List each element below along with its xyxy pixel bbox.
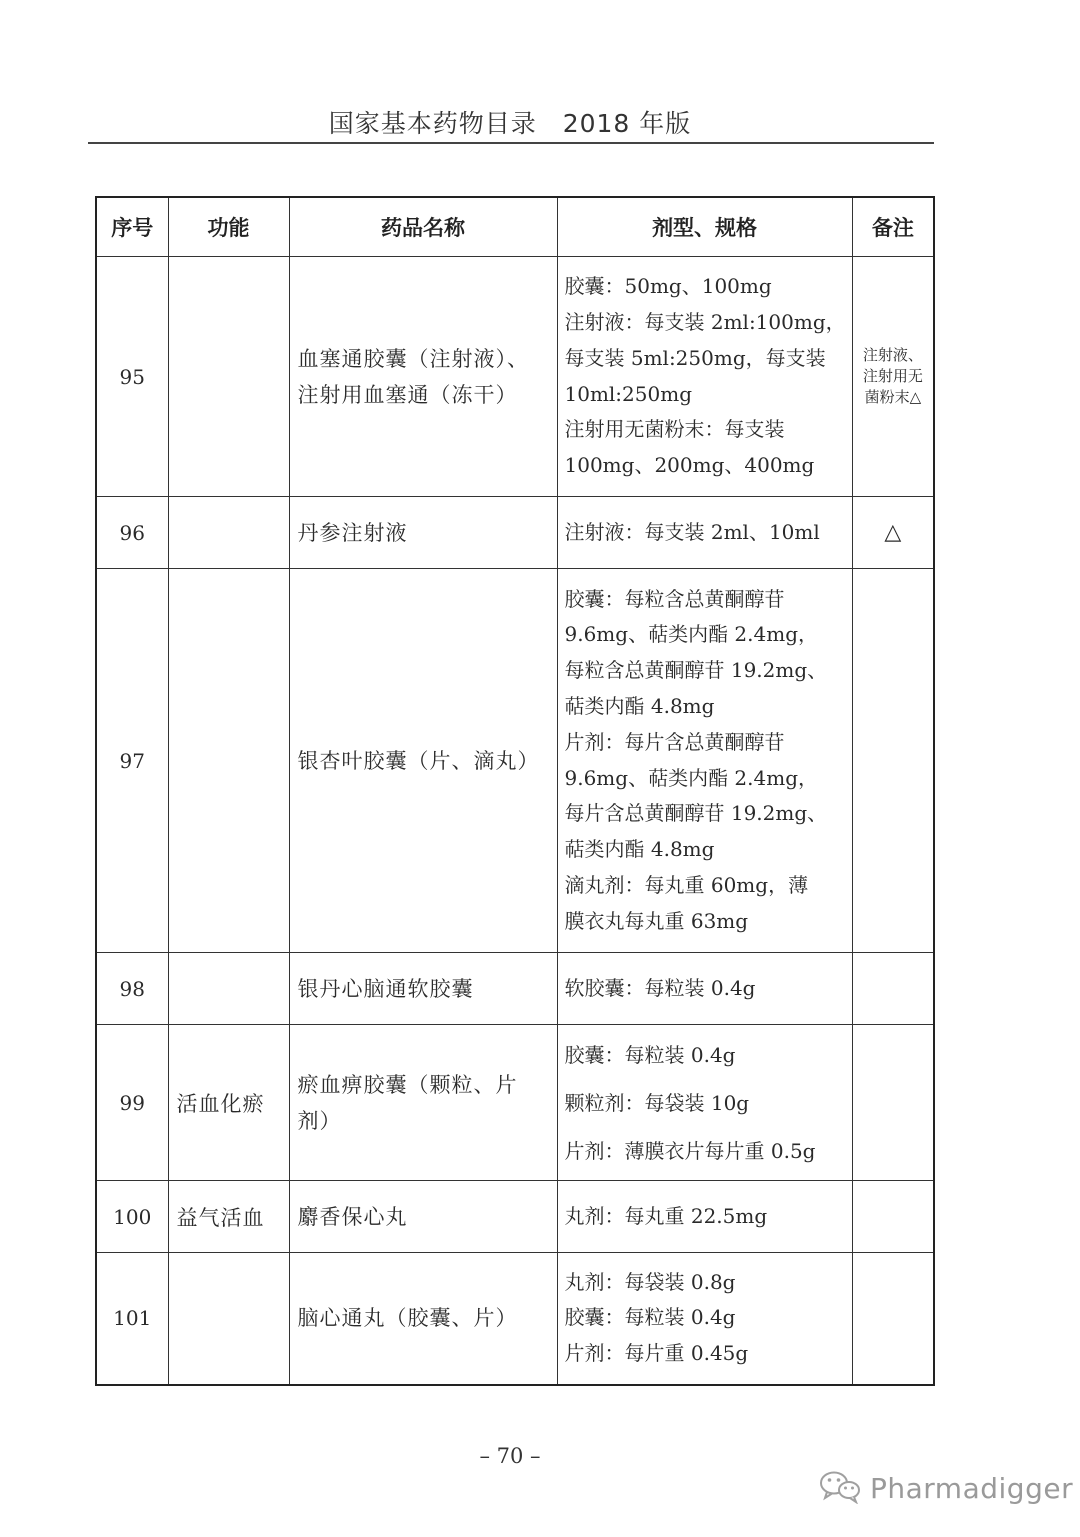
note-line: 注射液、 <box>862 346 923 364</box>
drug-name-cell <box>289 569 557 953</box>
spec-line: 软胶囊：每粒装 0.4g <box>564 975 756 1000</box>
function-cell: 活血化瘀 <box>168 1025 289 1181</box>
table-row <box>96 1025 934 1181</box>
spec-line: 每粒含总黄酮醇苷 19.2mg、 <box>564 658 828 683</box>
note-cell <box>852 569 934 953</box>
spec-line: 片剂：每片重 0.45g <box>564 1341 749 1366</box>
function-cell <box>168 569 289 953</box>
drug-name-line: 丹参注射液 <box>297 520 408 545</box>
seq-cell: 101 <box>96 1253 168 1385</box>
drug-name-line: 剂） <box>297 1108 342 1133</box>
drug-name-cell <box>289 953 557 1025</box>
spec-line: 片剂：薄膜衣片每片重 0.5g <box>564 1138 816 1163</box>
drug-name-line: 瘀血痹胶囊（颗粒、片 <box>297 1072 518 1097</box>
drug-name-line: 血塞通胶囊（注射液）、 <box>297 346 529 371</box>
spec-line: 胶囊：50mg、100mg <box>564 274 772 299</box>
drug-name-cell <box>289 497 557 569</box>
spec-line: 每片含总黄酮醇苷 19.2mg、 <box>564 801 828 826</box>
spec-line: 颗粒剂：每袋装 10g <box>564 1090 750 1115</box>
page-header-title: 国家基本药物目录 2018 年版 <box>328 109 692 138</box>
dosage-spec-cell <box>557 497 852 569</box>
note-line: 菌粉末△ <box>864 388 922 406</box>
note-cell <box>852 1025 934 1181</box>
spec-line: 100mg、200mg、400mg <box>564 453 815 478</box>
wechat-icon <box>818 1468 862 1508</box>
spec-line: 萜类内酯 4.8mg <box>564 837 715 862</box>
column-header-dosage-spec: 剂型、规格 <box>557 197 852 257</box>
table-row <box>96 1181 934 1253</box>
spec-line: 注射液：每支装 2ml、10ml <box>564 519 820 544</box>
spec-line: 膜衣丸每丸重 63mg <box>564 908 749 933</box>
table-row <box>96 569 934 953</box>
spec-line: 注射用无菌粉末：每支装 <box>564 417 785 442</box>
dosage-spec-cell <box>557 257 852 497</box>
drug-table <box>95 196 935 1386</box>
spec-line: 萜类内酯 4.8mg <box>564 693 715 718</box>
spec-line: 胶囊：每粒装 0.4g <box>564 1042 736 1067</box>
drug-name-cell <box>289 1025 557 1181</box>
column-header-drug-name: 药品名称 <box>289 197 557 257</box>
spec-line: 胶囊：每粒装 0.4g <box>564 1305 736 1330</box>
dosage-spec-cell <box>557 1253 852 1385</box>
spec-line: 丸剂：每丸重 22.5mg <box>564 1203 768 1228</box>
column-header-seq: 序号 <box>96 197 168 257</box>
spec-line: 片剂：每片含总黄酮醇苷 <box>564 729 785 754</box>
function-cell <box>168 953 289 1025</box>
function-cell <box>168 497 289 569</box>
spec-line: 丸剂：每袋装 0.8g <box>564 1269 736 1294</box>
note-cell <box>852 953 934 1025</box>
drug-name-line: 麝香保心丸 <box>297 1204 408 1229</box>
spec-line: 每支装 5ml:250mg，每支装 <box>564 345 826 370</box>
drug-name-line: 银丹心脑通软胶囊 <box>297 976 474 1001</box>
drug-name-line: 银杏叶胶囊（片、滴丸） <box>297 748 540 773</box>
seq-cell: 97 <box>96 569 168 953</box>
table-header-row <box>96 197 934 257</box>
drug-name-cell <box>289 1181 557 1253</box>
drug-name-cell <box>289 257 557 497</box>
drug-name-cell <box>289 1253 557 1385</box>
spec-line: 10ml:250mg <box>564 381 692 406</box>
note-line: 注射用无 <box>862 367 923 385</box>
function-cell <box>168 1253 289 1385</box>
seq-cell: 100 <box>96 1181 168 1253</box>
watermark <box>818 1470 1073 1506</box>
note-cell <box>852 257 934 497</box>
note-cell <box>852 497 934 569</box>
spec-line: 9.6mg、萜类内酯 2.4mg， <box>564 622 819 647</box>
function-cell: 益气活血 <box>168 1181 289 1253</box>
page-number: – 70 – <box>479 1444 541 1468</box>
note-line: △ <box>884 520 902 545</box>
table-row <box>96 497 934 569</box>
table-row <box>96 257 934 497</box>
note-cell <box>852 1181 934 1253</box>
drug-name-line: 脑心通丸（胶囊、片） <box>297 1306 518 1331</box>
table-row <box>96 953 934 1025</box>
spec-line: 胶囊：每粒含总黄酮醇苷 <box>564 586 785 611</box>
spec-line: 滴丸剂：每丸重 60mg，薄 <box>564 872 809 897</box>
seq-cell: 95 <box>96 257 168 497</box>
seq-cell: 96 <box>96 497 168 569</box>
spec-line: 9.6mg、萜类内酯 2.4mg， <box>564 765 819 790</box>
column-header-function: 功能 <box>168 197 289 257</box>
dosage-spec-cell <box>557 1181 852 1253</box>
table-row <box>96 1253 934 1385</box>
dosage-spec-cell <box>557 569 852 953</box>
dosage-spec-cell <box>557 1025 852 1181</box>
drug-name-line: 注射用血塞通（冻干） <box>297 382 518 407</box>
watermark-text: Pharmadigger <box>870 1471 1074 1505</box>
seq-cell: 98 <box>96 953 168 1025</box>
spec-line: 注射液：每支装 2ml:100mg， <box>564 309 846 334</box>
seq-cell: 99 <box>96 1025 168 1181</box>
column-header-notes: 备注 <box>852 197 934 257</box>
function-cell <box>168 257 289 497</box>
dosage-spec-cell <box>557 953 852 1025</box>
note-cell <box>852 1253 934 1385</box>
header-rule <box>88 142 934 144</box>
